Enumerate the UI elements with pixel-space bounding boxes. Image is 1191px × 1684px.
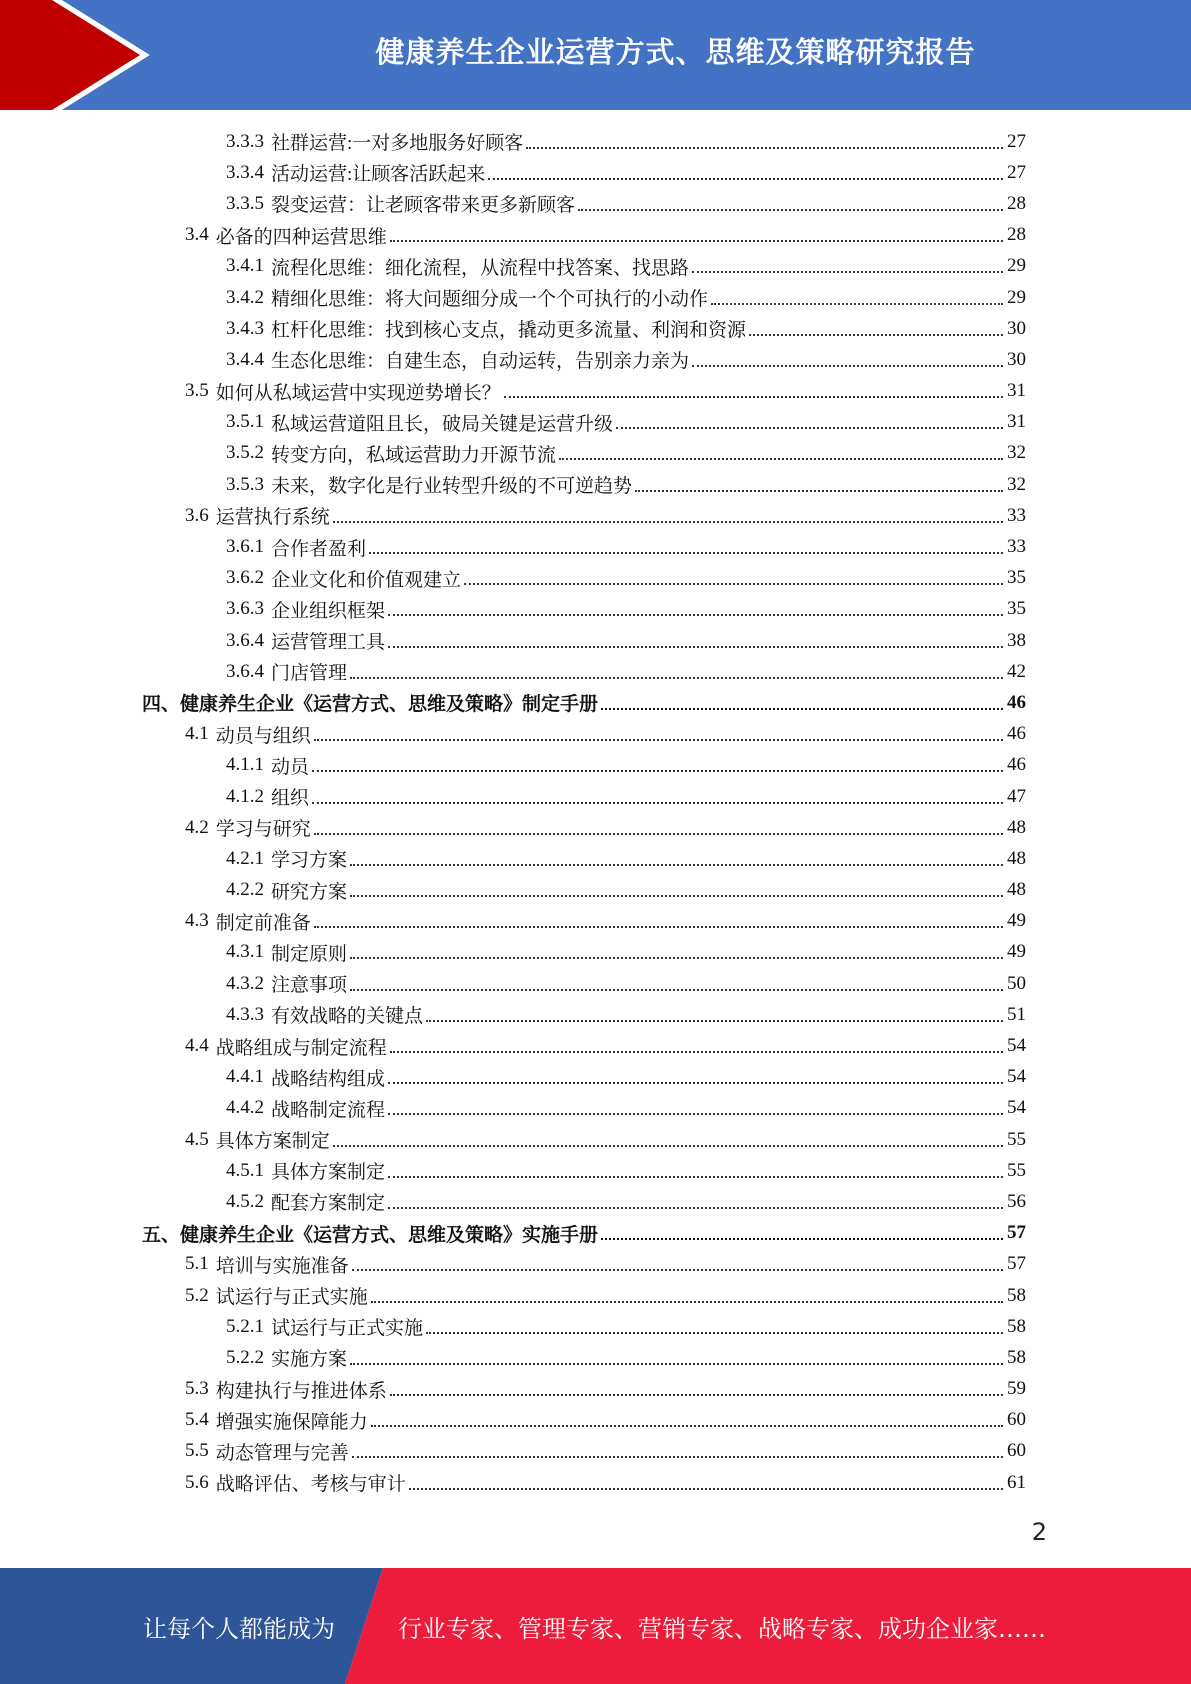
toc-dot-leader [409, 1488, 1003, 1490]
toc-entry-title: 具体方案制定 [271, 1162, 386, 1184]
toc-entry-title: 动态管理与完善 [215, 1442, 349, 1464]
toc-entry[interactable] [142, 968, 1026, 999]
toc-entry-title: 战略结构组成 [271, 1068, 386, 1090]
toc-entry-title: 生态化思维：自建生态，自动运转，告别亲力亲为 [271, 351, 690, 373]
toc-entry-page: 58 [1007, 1284, 1026, 1306]
toc-entry-number: 4.3.1 [226, 941, 264, 963]
toc-entry[interactable] [142, 1374, 1026, 1405]
toc-entry-page: 30 [1007, 317, 1026, 339]
toc-entry[interactable] [142, 1405, 1026, 1436]
toc-entry[interactable] [142, 438, 1026, 469]
toc-entry[interactable] [142, 1436, 1026, 1467]
toc-entry[interactable] [142, 1311, 1026, 1342]
toc-entry[interactable] [142, 313, 1026, 344]
toc-entry-number: 5.2 [185, 1284, 209, 1306]
toc-entry-title: 转变方向，私域运营助力开源节流 [271, 444, 557, 466]
toc-dot-leader [692, 271, 1003, 273]
toc-entry-number: 4.5.1 [226, 1159, 264, 1181]
toc-entry-title: 组织 [271, 788, 310, 810]
toc-entry[interactable] [142, 1062, 1026, 1093]
toc-dot-leader [350, 1363, 1003, 1365]
toc-entry-number: 4.1.2 [226, 785, 264, 807]
toc-entry-title: 五、健康养生企业《运营方式、思维及策略》实施手册 [142, 1224, 599, 1246]
toc-entry[interactable] [142, 220, 1026, 251]
toc-entry[interactable] [142, 500, 1026, 531]
toc-entry-number: 3.5.2 [226, 442, 264, 464]
toc-dot-leader [601, 708, 1003, 710]
toc-entry-title: 社群运营:一对多地服务好顾客 [271, 133, 524, 155]
toc-entry-page: 56 [1007, 1190, 1026, 1212]
toc-entry-number: 3.4.1 [226, 255, 264, 277]
toc-dot-leader [388, 646, 1003, 648]
toc-entry-page: 48 [1007, 879, 1026, 901]
toc-entry-page: 54 [1007, 1097, 1026, 1119]
toc-entry[interactable] [142, 687, 1026, 718]
toc-dot-leader [426, 1020, 1003, 1022]
toc-entry-title: 学习方案 [271, 850, 348, 872]
toc-entry-page: 59 [1007, 1378, 1026, 1400]
toc-entry[interactable] [142, 999, 1026, 1030]
toc-entry-page: 31 [1007, 411, 1026, 433]
toc-entry-number: 3.6.4 [226, 629, 264, 651]
toc-entry-page: 50 [1007, 972, 1026, 994]
toc-entry-page: 33 [1007, 536, 1026, 558]
toc-dot-leader [388, 1176, 1003, 1178]
toc-dot-leader [559, 458, 1003, 460]
toc-entry[interactable] [142, 531, 1026, 562]
toc-dot-leader [352, 1456, 1003, 1458]
footer-slogan-left: 让每个人都能成为 [143, 1614, 335, 1643]
toc-entry-title: 注意事项 [271, 975, 348, 997]
toc-entry[interactable] [142, 563, 1026, 594]
toc-dot-leader [312, 770, 1003, 772]
toc-entry-page: 28 [1007, 224, 1026, 246]
toc-entry-number: 4.4.1 [226, 1066, 264, 1088]
toc-entry-number: 4.3.3 [226, 1003, 264, 1025]
toc-entry-number: 3.3.4 [226, 161, 264, 183]
toc-entry-title: 门店管理 [271, 663, 348, 685]
toc-entry-page: 60 [1007, 1409, 1026, 1431]
toc-dot-leader [601, 1238, 1003, 1240]
toc-entry-number: 3.3.5 [226, 192, 264, 214]
toc-entry[interactable] [142, 1124, 1026, 1155]
toc-entry-title: 试运行与正式实施 [215, 1287, 368, 1309]
toc-entry-title: 动员 [271, 756, 310, 778]
toc-dot-leader [350, 677, 1003, 679]
toc-entry-number: 5.4 [185, 1409, 209, 1431]
toc-dot-leader [390, 1051, 1003, 1053]
toc-dot-leader [314, 739, 1003, 741]
toc-entry-title: 有效战略的关键点 [271, 1006, 424, 1028]
toc-entry-title: 活动运营:让顾客活跃起来 [271, 164, 486, 186]
toc-entry-page: 32 [1007, 473, 1026, 495]
toc-dot-leader [314, 833, 1003, 835]
toc-dot-leader [388, 1113, 1003, 1115]
toc-dot-leader [390, 240, 1003, 242]
toc-entry-number: 3.4.4 [226, 348, 264, 370]
toc-entry[interactable] [142, 188, 1026, 219]
toc-dot-leader [692, 365, 1003, 367]
toc-entry[interactable] [142, 1342, 1026, 1373]
toc-entry-title: 战略组成与制定流程 [215, 1037, 387, 1059]
toc-entry-number: 3.4 [185, 224, 209, 246]
page-footer [0, 1568, 1191, 1684]
toc-entry[interactable] [142, 251, 1026, 282]
toc-entry[interactable] [142, 344, 1026, 375]
toc-entry-title: 动员与组织 [215, 725, 311, 747]
toc-entry[interactable] [142, 594, 1026, 625]
toc-dot-leader [711, 303, 1003, 305]
toc-entry-page: 32 [1007, 442, 1026, 464]
toc-dot-leader [616, 427, 1003, 429]
toc-entry[interactable] [142, 937, 1026, 968]
toc-entry[interactable] [142, 906, 1026, 937]
toc-entry-page: 46 [1007, 691, 1026, 713]
toc-entry-title: 未来，数字化是行业转型升级的不可逆趋势 [271, 476, 633, 498]
toc-entry-title: 实施方案 [271, 1349, 348, 1371]
toc-entry-page: 60 [1007, 1440, 1026, 1462]
toc-entry[interactable] [142, 1467, 1026, 1498]
toc-entry-title: 精细化思维：将大问题细分成一个个可执行的小动作 [271, 289, 709, 311]
toc-dot-leader [464, 583, 1003, 585]
toc-entry-title: 战略评估、考核与审计 [215, 1474, 406, 1496]
toc-entry-page: 31 [1007, 380, 1026, 402]
toc-entry[interactable] [142, 1093, 1026, 1124]
toc-entry-page: 42 [1007, 660, 1026, 682]
toc-entry-number: 4.4 [185, 1035, 209, 1057]
toc-entry-title: 制定原则 [271, 943, 348, 965]
toc-dot-leader [390, 1394, 1003, 1396]
toc-entry-number: 5.6 [185, 1471, 209, 1493]
toc-entry[interactable] [142, 656, 1026, 687]
toc-entry-page: 48 [1007, 847, 1026, 869]
toc-dot-leader [350, 895, 1003, 897]
report-title: 健康养生企业运营方式、思维及策略研究报告 [375, 34, 976, 69]
toc-entry-title: 私域运营道阻且长，破局关键是运营升级 [271, 413, 614, 435]
toc-entry[interactable] [142, 1280, 1026, 1311]
toc-entry[interactable] [142, 625, 1026, 656]
toc-entry-page: 47 [1007, 785, 1026, 807]
toc-entry[interactable] [142, 750, 1026, 781]
toc-entry-page: 35 [1007, 598, 1026, 620]
toc-entry[interactable] [142, 407, 1026, 438]
toc-entry-title: 战略制定流程 [271, 1099, 386, 1121]
toc-entry-number: 3.5.3 [226, 473, 264, 495]
toc-entry-title: 构建执行与推进体系 [215, 1380, 387, 1402]
page-number: 2 [1031, 1518, 1047, 1546]
toc-entry[interactable] [142, 1249, 1026, 1280]
toc-entry-page: 55 [1007, 1128, 1026, 1150]
toc-entry-page: 51 [1007, 1003, 1026, 1025]
toc-entry-number: 3.4.3 [226, 317, 264, 339]
toc-entry-number: 4.3.2 [226, 972, 264, 994]
toc-dot-leader [350, 957, 1003, 959]
table-of-contents [142, 126, 1026, 1498]
toc-entry-number: 5.2.2 [226, 1346, 264, 1368]
toc-dot-leader [350, 989, 1003, 991]
toc-entry-page: 46 [1007, 723, 1026, 745]
footer-slogan-right: 行业专家、管理专家、营销专家、战略专家、成功企业家…… [398, 1614, 1046, 1643]
toc-entry-page: 48 [1007, 816, 1026, 838]
toc-entry-title: 四、健康养生企业《运营方式、思维及策略》制定手册 [142, 694, 599, 716]
page-header [0, 0, 1191, 110]
toc-entry-page: 55 [1007, 1159, 1026, 1181]
toc-dot-leader [388, 1082, 1003, 1084]
toc-entry-page: 35 [1007, 567, 1026, 589]
toc-entry[interactable] [142, 812, 1026, 843]
toc-entry-title: 配套方案制定 [271, 1193, 386, 1215]
toc-entry[interactable] [142, 843, 1026, 874]
toc-entry[interactable] [142, 719, 1026, 750]
toc-entry[interactable] [142, 1155, 1026, 1186]
toc-dot-leader [388, 1207, 1003, 1209]
toc-dot-leader [635, 490, 1003, 492]
toc-entry-page: 61 [1007, 1471, 1026, 1493]
toc-entry-number: 4.4.2 [226, 1097, 264, 1119]
toc-entry-number: 4.1.1 [226, 754, 264, 776]
toc-entry-title: 裂变运营：让老顾客带来更多新顾客 [271, 195, 576, 217]
toc-entry-number: 4.2.2 [226, 879, 264, 901]
toc-entry-title: 企业组织框架 [271, 600, 386, 622]
toc-entry-number: 3.5.1 [226, 411, 264, 433]
toc-entry-page: 57 [1007, 1222, 1026, 1244]
toc-entry[interactable] [142, 781, 1026, 812]
toc-entry-number: 4.3 [185, 910, 209, 932]
toc-dot-leader [350, 864, 1003, 866]
toc-entry-title: 学习与研究 [215, 819, 311, 841]
toc-entry-title: 杠杆化思维：找到核心支点，撬动更多流量、利润和资源 [271, 320, 747, 342]
toc-entry[interactable] [142, 282, 1026, 313]
toc-entry-title: 培训与实施准备 [215, 1255, 349, 1277]
toc-entry-page: 58 [1007, 1315, 1026, 1337]
toc-entry-page: 54 [1007, 1035, 1026, 1057]
toc-entry[interactable] [142, 376, 1026, 407]
toc-entry-page: 38 [1007, 629, 1026, 651]
toc-entry-page: 29 [1007, 255, 1026, 277]
toc-entry-page: 29 [1007, 286, 1026, 308]
toc-dot-leader [488, 178, 1003, 180]
toc-dot-leader [504, 396, 1003, 398]
toc-dot-leader [426, 1332, 1003, 1334]
toc-dot-leader [333, 1145, 1003, 1147]
toc-entry-title: 运营执行系统 [215, 507, 330, 529]
toc-entry[interactable] [142, 157, 1026, 188]
toc-entry[interactable] [142, 126, 1026, 157]
toc-entry-page: 33 [1007, 504, 1026, 526]
toc-dot-leader [526, 147, 1003, 149]
toc-entry[interactable] [142, 469, 1026, 500]
toc-entry-title: 企业文化和价值观建立 [271, 569, 462, 591]
toc-entry-number: 3.3.3 [226, 130, 264, 152]
toc-entry-number: 3.6 [185, 504, 209, 526]
toc-entry[interactable] [142, 875, 1026, 906]
toc-entry-number: 3.6.2 [226, 567, 264, 589]
toc-entry-number: 4.2 [185, 816, 209, 838]
toc-entry-title: 制定前准备 [215, 912, 311, 934]
toc-entry[interactable] [142, 1186, 1026, 1217]
toc-dot-leader [314, 926, 1003, 928]
toc-entry-page: 54 [1007, 1066, 1026, 1088]
toc-entry-title: 具体方案制定 [215, 1131, 330, 1153]
toc-entry-page: 30 [1007, 348, 1026, 370]
toc-dot-leader [371, 1301, 1003, 1303]
toc-entry-number: 5.3 [185, 1378, 209, 1400]
toc-entry-title: 合作者盈利 [271, 538, 367, 560]
toc-dot-leader [749, 334, 1003, 336]
toc-entry-number: 3.5 [185, 380, 209, 402]
toc-entry-title: 试运行与正式实施 [271, 1318, 424, 1340]
toc-dot-leader [369, 552, 1003, 554]
toc-entry-page: 46 [1007, 754, 1026, 776]
toc-dot-leader [352, 1269, 1003, 1271]
toc-entry-page: 49 [1007, 910, 1026, 932]
toc-entry-number: 3.6.1 [226, 536, 264, 558]
toc-entry-title: 流程化思维：细化流程，从流程中找答案、找思路 [271, 257, 690, 279]
toc-entry-title: 运营管理工具 [271, 632, 386, 654]
toc-entry-number: 5.2.1 [226, 1315, 264, 1337]
toc-entry-number: 4.2.1 [226, 847, 264, 869]
toc-entry-number: 3.6.3 [226, 598, 264, 620]
toc-dot-leader [388, 614, 1003, 616]
toc-entry-title: 如何从私域运营中实现逆势增长？ [215, 382, 501, 404]
toc-entry-title: 必备的四种运营思维 [215, 226, 387, 248]
toc-entry-page: 58 [1007, 1346, 1026, 1368]
toc-entry-title: 研究方案 [271, 881, 348, 903]
toc-entry-page: 27 [1007, 161, 1026, 183]
toc-entry-number: 3.6.4 [226, 660, 264, 682]
toc-entry-title: 增强实施保障能力 [215, 1411, 368, 1433]
toc-dot-leader [333, 521, 1003, 523]
toc-dot-leader [578, 209, 1003, 211]
toc-entry-number: 3.4.2 [226, 286, 264, 308]
toc-entry-number: 5.1 [185, 1253, 209, 1275]
toc-entry-page: 57 [1007, 1253, 1026, 1275]
toc-entry[interactable] [142, 1218, 1026, 1249]
toc-entry-number: 4.5 [185, 1128, 209, 1150]
toc-entry-page: 28 [1007, 192, 1026, 214]
toc-entry[interactable] [142, 1030, 1026, 1061]
toc-dot-leader [371, 1425, 1003, 1427]
toc-entry-number: 4.5.2 [226, 1190, 264, 1212]
toc-entry-page: 49 [1007, 941, 1026, 963]
toc-entry-number: 5.5 [185, 1440, 209, 1462]
toc-dot-leader [312, 802, 1003, 804]
toc-entry-page: 27 [1007, 130, 1026, 152]
toc-entry-number: 4.1 [185, 723, 209, 745]
